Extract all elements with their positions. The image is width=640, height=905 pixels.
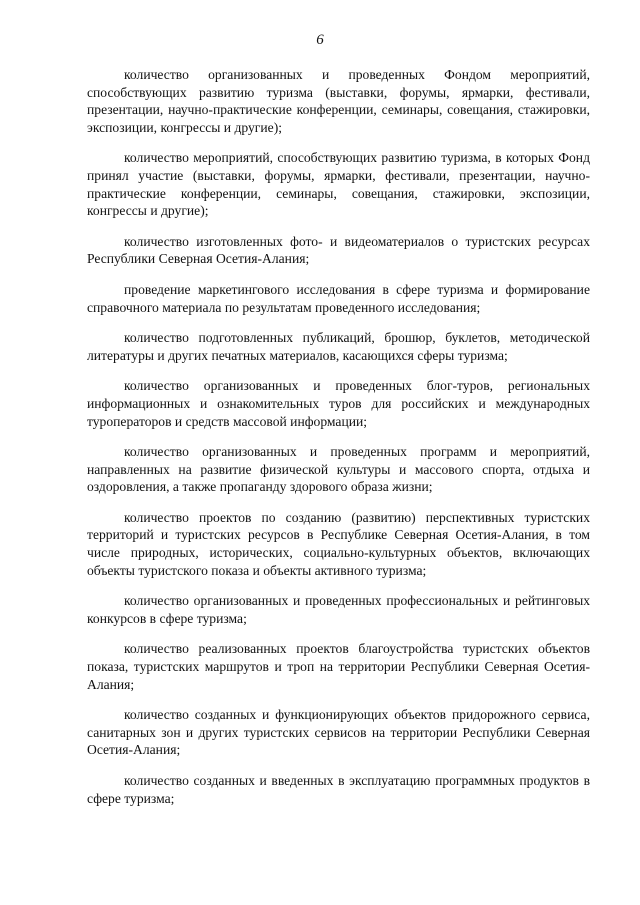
- paragraph-10: количество реализованных проектов благоустройства туристских объектов показа, туристских маршрутов и троп на территории Республики Северная Осетия-Алания;: [87, 641, 590, 692]
- paragraph-2: количество мероприятий, способствующих развитию туризма, в которых Фонд принял участие (выставки, форумы, ярмарки, фестивали, презентации, научно-практические конференции, семинары, совещания, стажировки, экспозиции, конгрессы и другие);: [87, 150, 590, 219]
- paragraph-6: количество организованных и проведенных блог-туров, региональных информационных и ознакомительных туров для российских и международных туроператоров и средств массовой информации;: [87, 378, 590, 429]
- paragraph-12: количество созданных и введенных в эксплуатацию программных продуктов в сфере туризма;: [87, 773, 590, 806]
- document-body: [87, 66, 590, 807]
- paragraph-8: количество проектов по созданию (развитию) перспективных туристских территорий и туристских ресурсов в Республике Северная Осетия-Алания, в том числе природных, исторических, социально-культурных объектов, включающих объекты туристского показа и объекты активного туризма;: [87, 509, 590, 578]
- paragraph-4: проведение маркетингового исследования в сфере туризма и формирование справочного материала по результатам проведенного исследования;: [87, 281, 590, 315]
- paragraph-11: количество созданных и функционирующих объектов придорожного сервиса, санитарных зон и других туристских сервисов на территории Республики Северная Осетия-Алания;: [87, 707, 590, 758]
- paragraph-3: количество изготовленных фото- и видеоматериалов о туристских ресурсах Республики Северная Осетия-Алания;: [87, 233, 590, 267]
- paragraph-9: количество организованных и проведенных профессиональных и рейтинговых конкурсов в сфере туризма;: [87, 593, 590, 626]
- page-number: 6: [316, 32, 324, 48]
- paragraph-7: количество организованных и проведенных программ и мероприятий, направленных на развитие физической культуры и массового спорта, отдыха и оздоровления, а также пропаганду здорового образа жизни;: [87, 444, 590, 495]
- paragraph-5: количество подготовленных публикаций, брошюр, буклетов, методической литературы и других печатных материалов, касающихся сферы туризма;: [87, 330, 590, 363]
- paragraph-1: количество организованных и проведенных Фондом мероприятий, способствующих развитию туризма (выставки, форумы, ярмарки, фестивали, презентации, научно-практические конференции, семинары, совещания, стажировки, экспозиции, конгрессы и другие);: [87, 67, 590, 135]
